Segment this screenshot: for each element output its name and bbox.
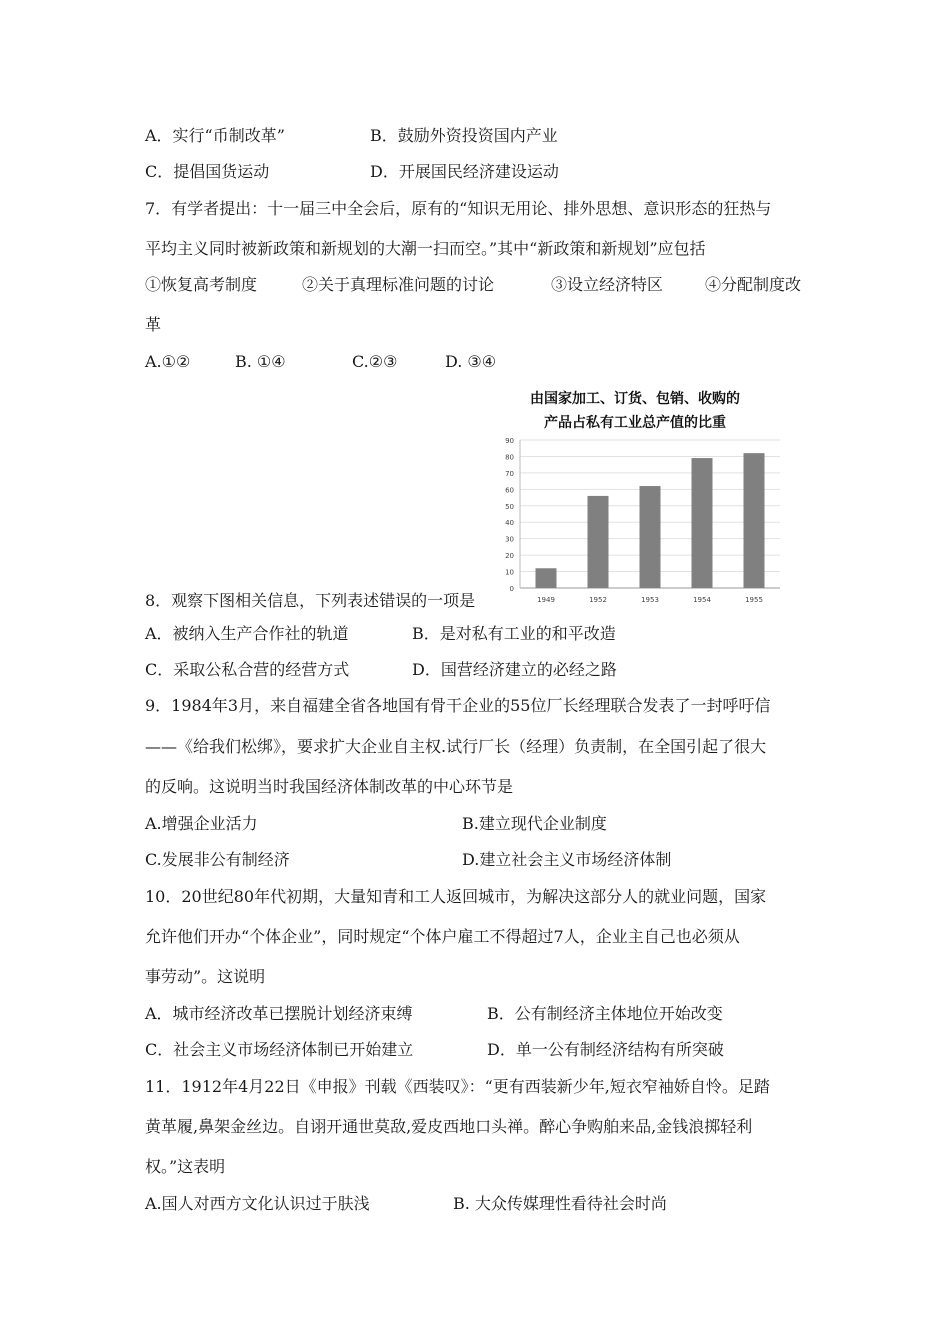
- q7-item-3: ③设立经济特区: [551, 275, 664, 294]
- q6-option-a: A．实行“币制改革”: [145, 126, 285, 145]
- chart-x-tick-labels: [537, 596, 763, 604]
- chart-y-tick-label: 10: [505, 568, 514, 577]
- q9-option-d: D.建立社会主义市场经济体制: [462, 850, 672, 869]
- q8-option-c: C．采取公私合营的经营方式: [145, 660, 350, 679]
- q9-stem-line-2: ——《给我们松绑》，要求扩大企业自主权.试行厂长（经理）负责制，在全国引起了很大: [145, 737, 767, 756]
- chart-bar-1953: [640, 486, 661, 588]
- q11-stem-line-2: 黄革履,鼻架金丝边。自诩开通世莫敌,爱皮西地口头禅。醉心争购舶来品,金钱浪掷轻利: [145, 1117, 753, 1136]
- q7-stem-line-1: 7．有学者提出：十一届三中全会后，原有的“知识无用论、排外思想、意识形态的狂热与: [145, 199, 772, 218]
- chart-x-tick-label: 1952: [589, 596, 607, 604]
- q7-option-d: D. ③④: [445, 352, 497, 371]
- q8-stem: 8．观察下图相关信息，下列表述错误的一项是: [145, 591, 476, 610]
- chart-y-tick-label: 30: [505, 535, 514, 544]
- chart-x-tick-label: 1954: [693, 596, 711, 604]
- q11-option-b: B. 大众传媒理性看待社会时尚: [453, 1194, 667, 1213]
- chart-x-tick-label: 1949: [537, 596, 555, 604]
- chart-y-tick-label: 50: [505, 502, 514, 511]
- q9-option-b: B.建立现代企业制度: [462, 814, 607, 833]
- chart-bar-1955: [744, 453, 765, 588]
- q10-option-a: A．城市经济改革已摆脱计划经济束缚: [145, 1004, 413, 1023]
- q9-option-a: A.增强企业活力: [145, 814, 258, 833]
- q8-option-a: A．被纳入生产合作社的轨道: [145, 624, 349, 643]
- chart-y-tick-label: 90: [505, 437, 514, 445]
- chart-title-line-1: 由国家加工、订货、包销、收购的: [530, 391, 740, 407]
- q10-option-d: D．单一公有制经济结构有所突破: [487, 1040, 724, 1059]
- q8-option-b: B．是对私有工业的和平改造: [412, 624, 616, 643]
- q10-option-c: C．社会主义市场经济体制已开始建立: [145, 1040, 414, 1059]
- q11-stem-line-1: 11．1912年4月22日《申报》刊载《西装叹》：“更有西装新少年,短衣窄袖娇自怜。足踏: [145, 1077, 770, 1096]
- q7-stem-line-2: 平均主义同时被新政策和新规划的大潮一扫而空。”其中“新政策和新规划”应包括: [145, 239, 706, 258]
- q11-option-a: A.国人对西方文化认识过于肤浅: [145, 1194, 370, 1213]
- q8-option-d: D．国营经济建立的必经之路: [412, 660, 617, 679]
- q9-stem-line-3: 的反响。这说明当时我国经济体制改革的中心环节是: [145, 777, 514, 796]
- q10-option-b: B．公有制经济主体地位开始改变: [487, 1004, 723, 1023]
- q11-stem-line-3: 权。”这表明: [145, 1157, 226, 1176]
- chart-x-tick-label: 1955: [745, 596, 763, 604]
- chart-y-tick-label: 70: [505, 469, 514, 478]
- q9-option-c: C.发展非公有制经济: [145, 850, 290, 869]
- q6-option-b: B．鼓励外资投资国内产业: [370, 126, 558, 145]
- chart-y-tick-label: 20: [505, 552, 514, 561]
- q7-option-a: A.①②: [145, 352, 191, 371]
- q6-option-c: C．提倡国货运动: [145, 162, 270, 181]
- q7-option-c: C.②③: [352, 352, 398, 371]
- chart-y-tick-labels: [505, 437, 514, 593]
- chart-bar-1949: [536, 568, 557, 588]
- q10-stem-line-3: 事劳动”。这说明: [145, 967, 266, 986]
- q9-stem-line-1: 9．1984年3月，来自福建全省各地国有骨干企业的55位厂长经理联合发表了一封呼吁信: [145, 696, 771, 715]
- q7-option-b: B. ①④: [235, 352, 286, 371]
- bar-chart: [490, 383, 790, 613]
- chart-x-tick-label: 1953: [641, 596, 659, 604]
- q6-option-d: D．开展国民经济建设运动: [370, 162, 559, 181]
- q7-item-1: ①恢复高考制度: [145, 275, 258, 294]
- chart-y-tick-label: 80: [505, 453, 514, 462]
- q7-item-4: ④分配制度改: [705, 275, 802, 294]
- q7-item-2: ②关于真理标准问题的讨论: [302, 275, 495, 294]
- chart-bar-1952: [588, 496, 609, 588]
- q7-item-continuation: 革: [145, 315, 162, 334]
- chart-bar-1954: [692, 458, 713, 588]
- chart-y-tick-label: 40: [505, 519, 514, 528]
- chart-y-tick-label: 60: [505, 486, 514, 495]
- q10-stem-line-2: 允许他们开办“个体企业”，同时规定“个体户雇工不得超过7人，企业主自己也必须从: [145, 927, 740, 946]
- chart-y-tick-label: 0: [509, 585, 514, 593]
- chart-title-line-2: 产品占私有工业总产值的比重: [544, 415, 726, 431]
- q10-stem-line-1: 10．20世纪80年代初期，大量知青和工人返回城市，为解决这部分人的就业问题，国家: [145, 887, 767, 906]
